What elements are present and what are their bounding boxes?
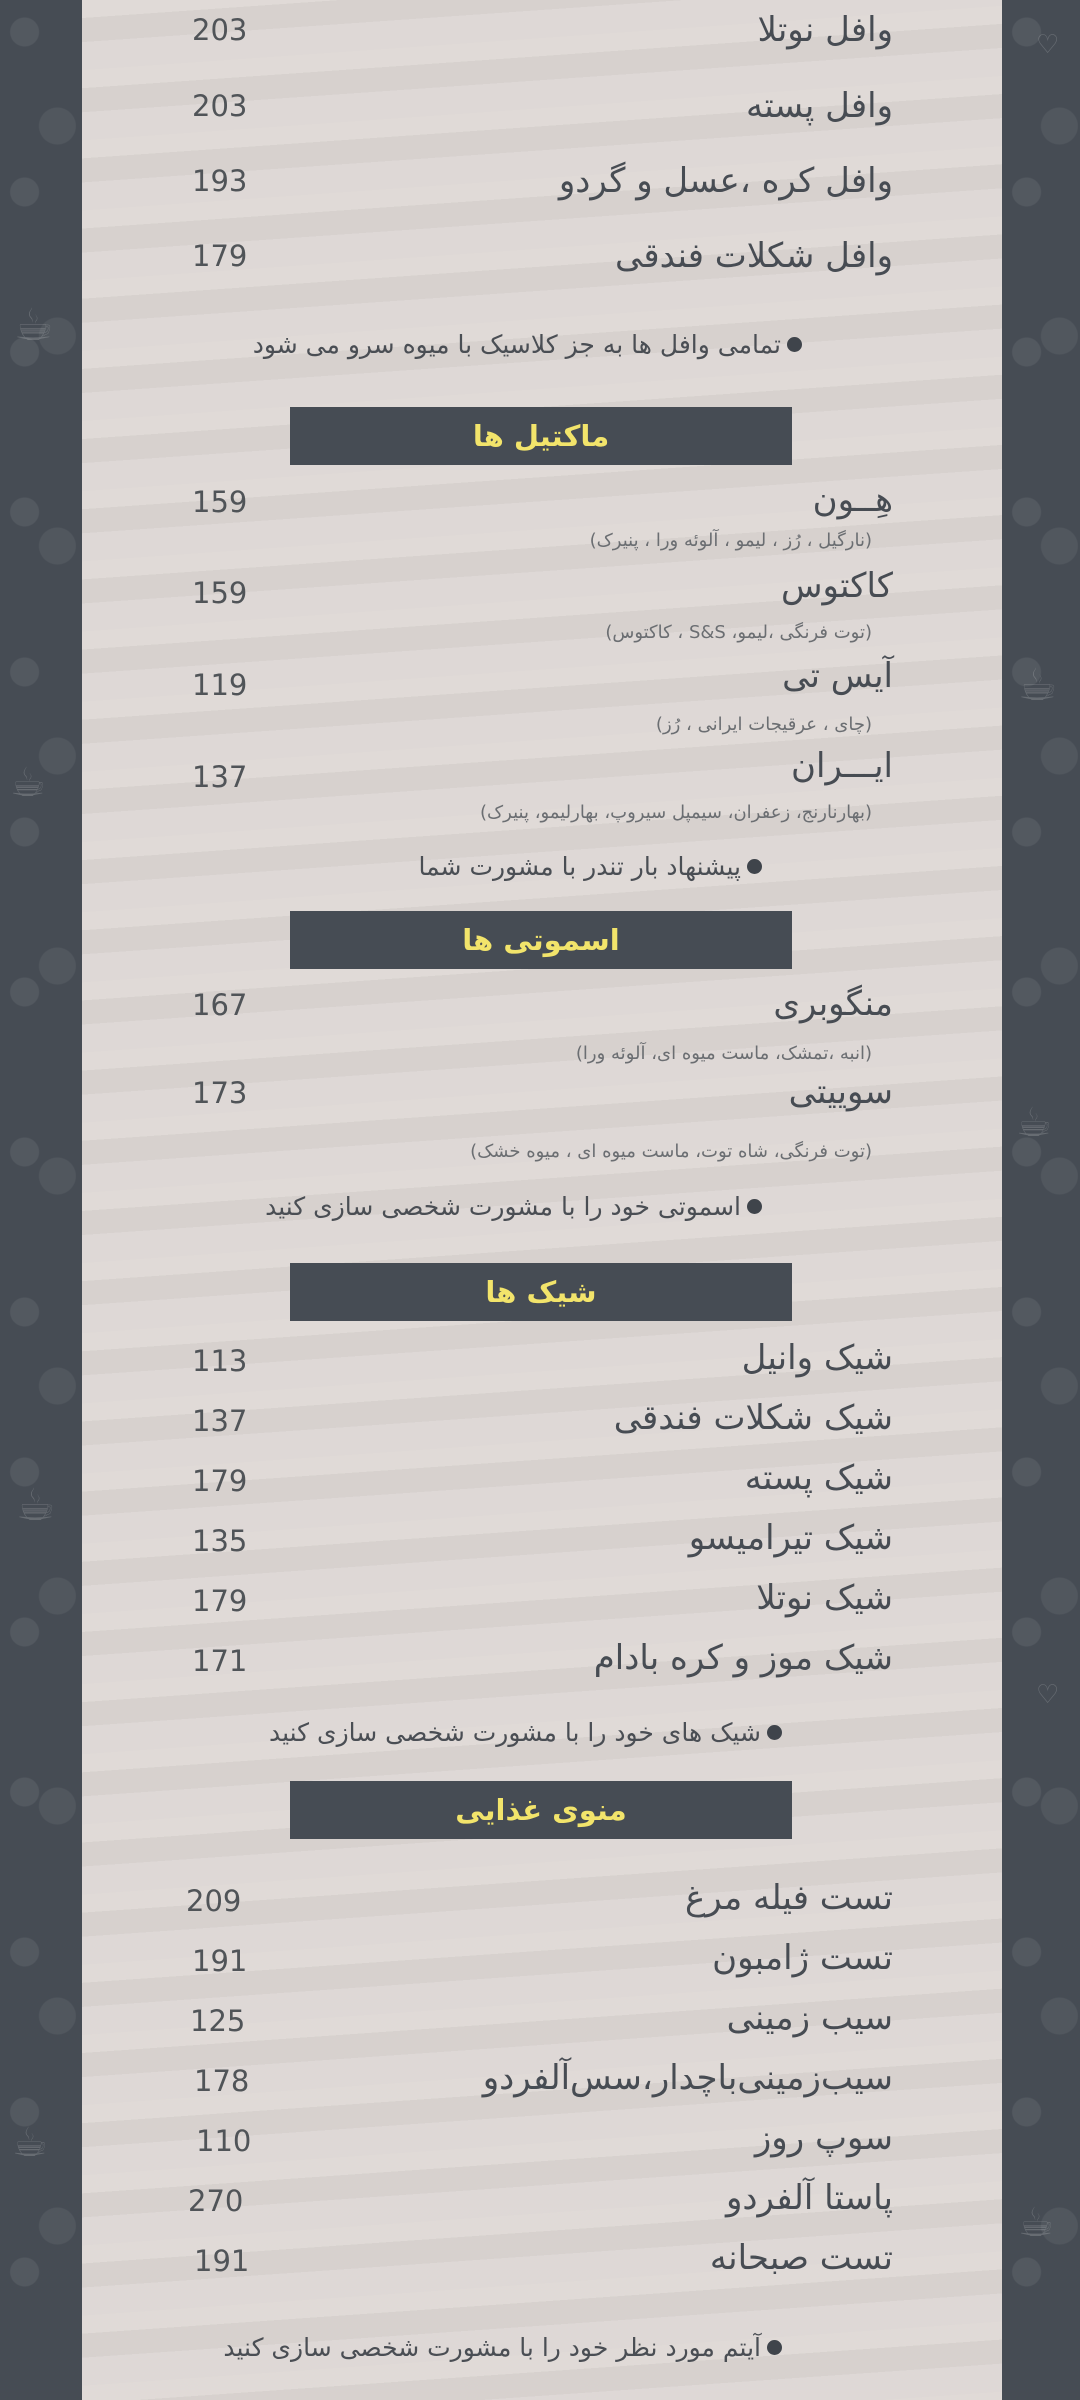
menu-item-name: سیب‌زمینی‌باچدار،سس‌آلفردو [482, 2058, 893, 2098]
menu-item-description: (انبه ،تمشک، ماست میوه ای، آلوئه ورا) [575, 1043, 872, 1064]
cup-icon: ☕ [1016, 1100, 1052, 1146]
menu-item-price: 137 [192, 760, 248, 794]
bullet-icon [747, 1199, 762, 1214]
section-header-food [290, 1781, 792, 1839]
heart-icon: ♡ [1036, 1680, 1060, 1710]
menu-item-price: 173 [192, 1076, 248, 1110]
menu-item-name: شیک تیرامیسو [688, 1518, 893, 1558]
cup-icon: ☕ [10, 760, 46, 806]
menu-item-name: پاستا آلفردو [725, 2178, 893, 2218]
section-header-smoothies [290, 911, 792, 969]
menu-item-name: تست صبحانه [709, 2238, 893, 2278]
menu-item-price: 270 [188, 2184, 244, 2218]
menu-item-price: 167 [192, 988, 248, 1022]
menu-item-price: 191 [192, 1944, 248, 1978]
menu-item-price: 179 [192, 239, 248, 273]
menu-item-price: 193 [192, 164, 248, 198]
menu-item-name: شیک شکلات فندقی [613, 1398, 893, 1438]
menu-item-name: کاکتوس [780, 566, 893, 606]
food-note: آیتم مورد نظر خود را با مشورت شخصی سازی کنید [223, 2333, 782, 2362]
waffle-note: تمامی وافل ها به جز کلاسیک با میوه سرو می شود [253, 330, 802, 359]
menu-item-price: 178 [194, 2064, 250, 2098]
menu-item-name: وافل کره ،عسل و گردو [558, 161, 893, 201]
section-title: اسموتی ها [462, 923, 620, 957]
menu-item-price: 179 [192, 1464, 248, 1498]
menu-item-name: وافل نوتلا [757, 10, 893, 50]
menu-item-description: (نارگیل ، رُز ، لیمو ، آلوئه ورا ، پنیرک) [589, 530, 872, 551]
menu-item-price: 203 [192, 13, 248, 47]
menu-item-price: 159 [192, 485, 248, 519]
menu-item-name: شیک وانیل [741, 1338, 893, 1378]
section-title: منوی غذایی [455, 1793, 627, 1827]
menu-item-price: 137 [192, 1404, 248, 1438]
mocktail-note: پیشنهاد بار تندر با مشورت شما [418, 852, 762, 881]
menu-item-description: (توت فرنگی، شاه توت، ماست میوه ای ، میوه خشک) [470, 1141, 872, 1162]
menu-item-name: سوییتی [788, 1072, 893, 1112]
heart-icon: ♡ [1036, 30, 1060, 60]
left-doodle-border [0, 0, 82, 2400]
menu-item-name: آیس تی [782, 656, 893, 696]
cup-icon: ☕ [1018, 2200, 1054, 2246]
menu-item-name: هِــون [812, 480, 893, 520]
right-doodle-border [1002, 0, 1080, 2400]
menu-item-name: سوپ روز [754, 2118, 893, 2158]
menu-item-price: 119 [192, 668, 248, 702]
menu-item-name: تست فیله مرغ [684, 1878, 893, 1918]
menu-item-name: شیک موز و کره بادام [593, 1638, 893, 1678]
section-title: ماکتیل ها [472, 419, 610, 453]
smoothie-note: اسموتی خود را با مشورت شخصی سازی کنید [265, 1192, 762, 1221]
section-header-mocktails [290, 407, 792, 465]
menu-item-name: ایـــران [791, 746, 893, 786]
menu-item-name: تست ژامبون [712, 1938, 893, 1978]
menu-item-name: منگوبری [773, 984, 893, 1024]
menu-item-price: 209 [186, 1884, 242, 1918]
menu-item-name: وافل شکلات فندقی [615, 236, 893, 276]
menu-item-price: 191 [194, 2244, 250, 2278]
bullet-icon [767, 1725, 782, 1740]
menu-item-price: 135 [192, 1524, 248, 1558]
menu-item-name: شیک پسته [744, 1458, 893, 1498]
bullet-icon [767, 2340, 782, 2355]
menu-item-price: 179 [192, 1584, 248, 1618]
menu-item-name: وافل پسته [746, 86, 893, 126]
menu-item-description: (توت فرنگی ،لیمو، S&S ، کاکتوس) [605, 622, 872, 643]
menu-item-price: 125 [190, 2004, 246, 2038]
section-title: شیک ها [485, 1275, 597, 1309]
menu-item-price: 203 [192, 89, 248, 123]
menu-item-price: 159 [192, 576, 248, 610]
cup-icon: ☕ [14, 300, 54, 351]
menu-item-name: سیب زمینی [726, 1998, 893, 2038]
menu-item-price: 110 [196, 2124, 252, 2158]
bullet-icon [747, 859, 762, 874]
section-header-shakes [290, 1263, 792, 1321]
cup-icon: ☕ [12, 2120, 48, 2166]
menu-item-description: (چای ، عرقیجات ایرانی ، رُز) [655, 714, 872, 735]
menu-item-description: (بهارنارنج، زعفران، سیمپل سیروپ، بهارلیمو، پنیرک) [480, 802, 872, 823]
menu-item-name: شیک نوتلا [756, 1578, 893, 1618]
cup-icon: ☕ [16, 1480, 56, 1531]
menu-item-price: 171 [192, 1644, 248, 1678]
cup-icon: ☕ [1018, 660, 1058, 711]
shake-note: شیک های خود را با مشورت شخصی سازی کنید [269, 1718, 782, 1747]
menu-item-price: 113 [192, 1344, 248, 1378]
bullet-icon [787, 337, 802, 352]
